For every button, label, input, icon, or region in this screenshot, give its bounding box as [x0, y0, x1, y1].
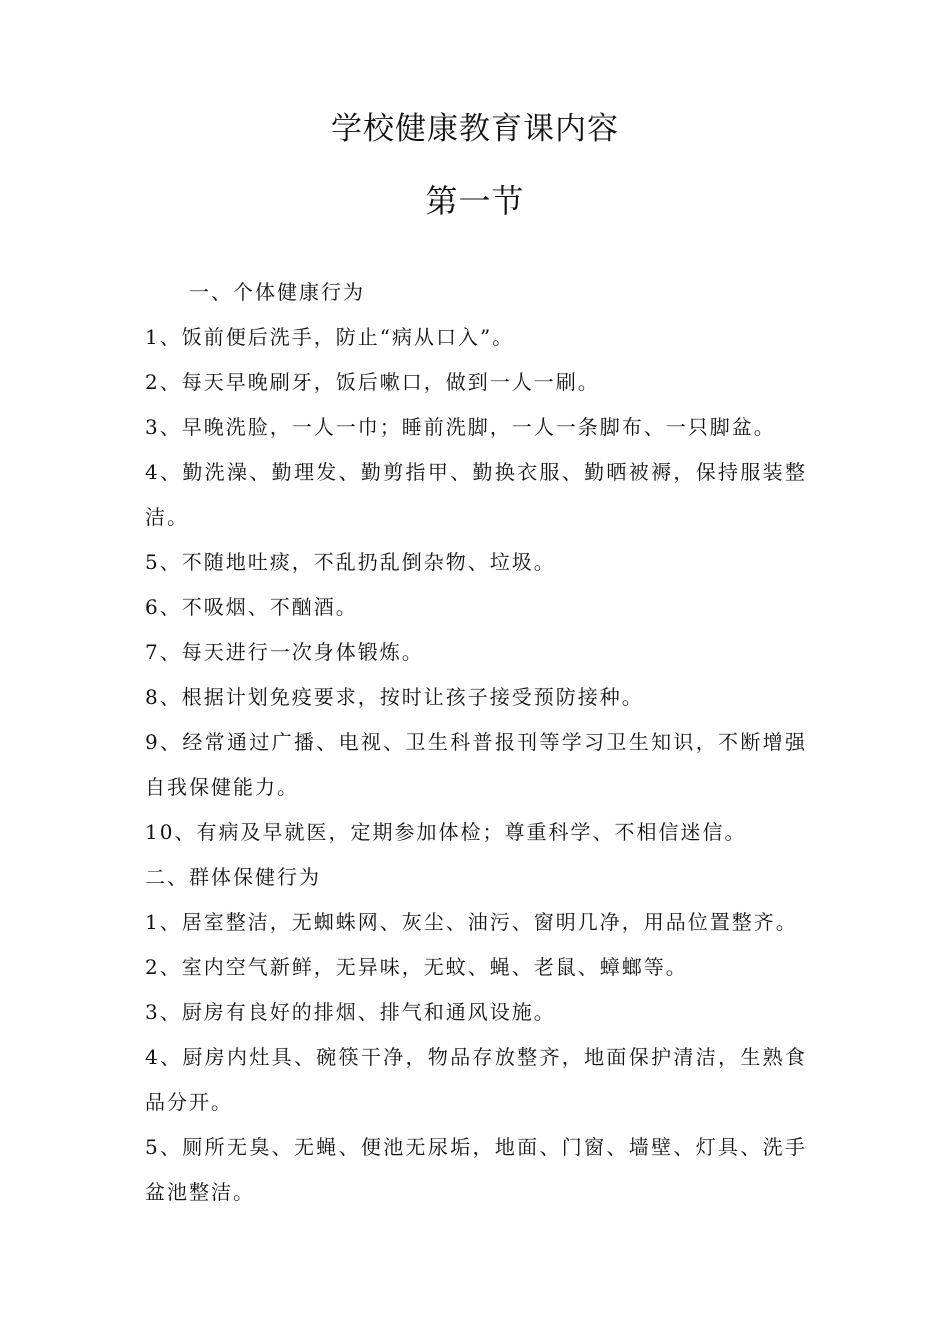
list-item: 1、饭前便后洗手，防止“病从口入”。 [145, 325, 515, 349]
list-item: 7、每天进行一次身体锻炼。 [145, 640, 424, 664]
list-item: 1、居室整洁，无蜘蛛网、灰尘、油污、窗明几净，用品位置整齐。 [145, 910, 798, 934]
list-item: 5、不随地吐痰，不乱扔乱倒杂物、垃圾。 [145, 550, 556, 574]
list-item: 4、勤洗澡、勤理发、勤剪指甲、勤换衣服、勤晒被褥，保持服装整洁。 [145, 460, 807, 529]
list-item: 3、厨房有良好的排烟、排气和通风设施。 [145, 1000, 556, 1024]
list-item: 2、每天早晚刷牙，饭后嗽口，做到一人一刷。 [145, 370, 600, 394]
document-title: 学校健康教育课内容 [331, 111, 619, 147]
section-title: 第一节 [425, 182, 525, 220]
list-item: 3、早晚洗脸，一人一巾；睡前洗脚，一人一条脚布、一只脚盆。 [145, 415, 776, 439]
list-item: 8、根据计划免疫要求，按时让孩子接受预防接种。 [145, 685, 644, 709]
list-item: 5、厕所无臭、无蝇、便池无尿垢，地面、门窗、墙壁、灯具、洗手盆池整洁。 [145, 1135, 807, 1204]
document-body [145, 270, 807, 1215]
list-item: 9、经常通过广播、电视、卫生科普报刊等学习卫生知识，不断增强自我保健能力。 [145, 730, 807, 799]
heading-group-behavior: 二、群体保健行为 [145, 865, 321, 889]
list-item: 4、厨房内灶具、碗筷干净，物品存放整齐，地面保护清洁，生熟食品分开。 [145, 1045, 807, 1114]
list-item: 6、不吸烟、不酗酒。 [145, 595, 358, 619]
list-item: 10、有病及早就医，定期参加体检；尊重科学、不相信迷信。 [145, 820, 747, 844]
heading-individual-behavior: 一、个体健康行为 [189, 280, 365, 304]
list-item: 2、室内空气新鲜，无异味，无蚊、蝇、老鼠、蟑螂等。 [145, 955, 688, 979]
